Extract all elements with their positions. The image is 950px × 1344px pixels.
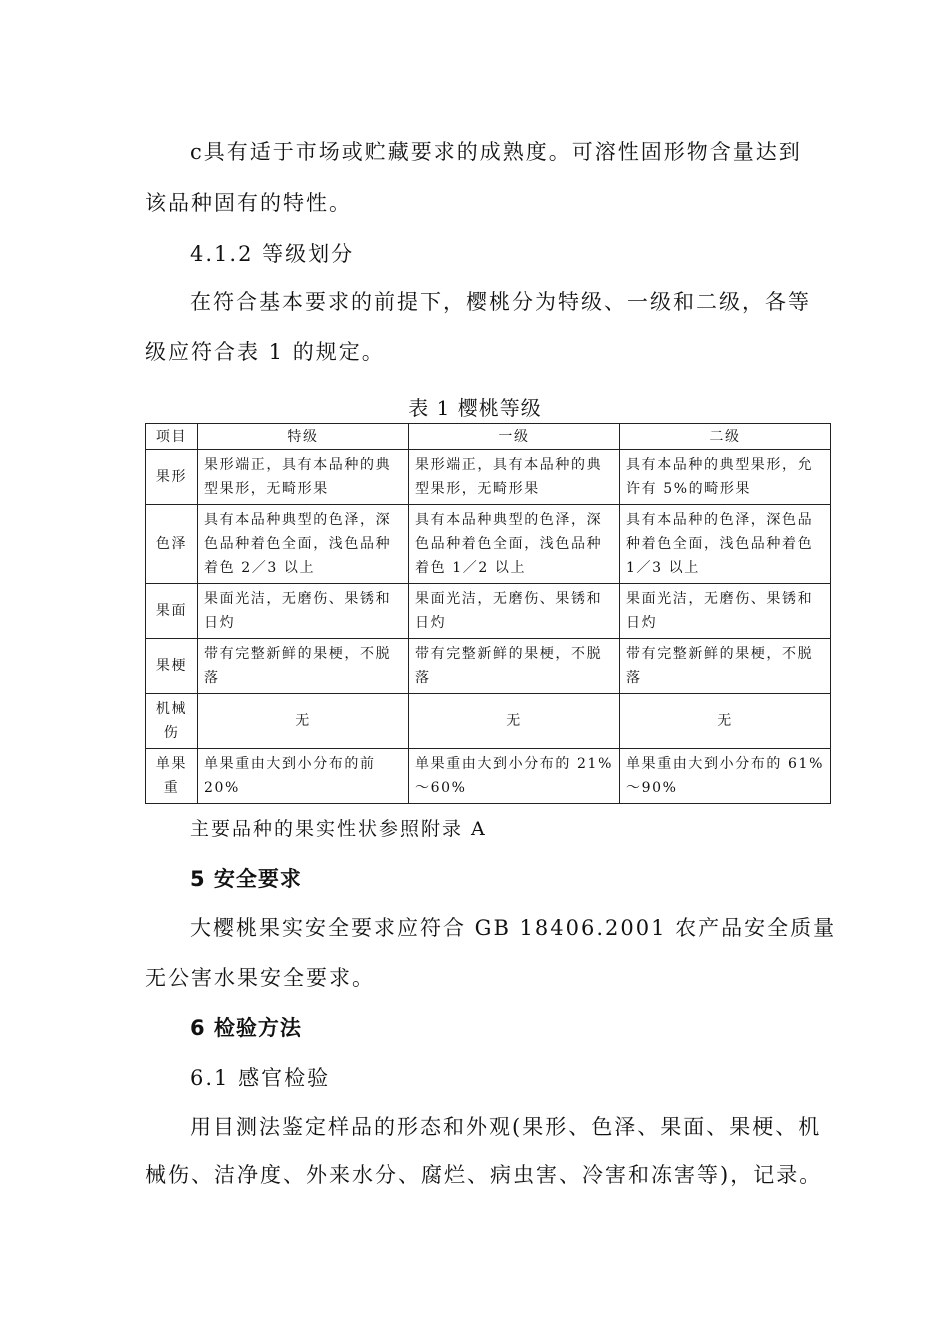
table-row — [146, 505, 831, 584]
table-row — [146, 450, 831, 505]
table-row — [146, 749, 831, 804]
row-item: 色泽 — [146, 505, 198, 584]
paragraph-line: 械伤、洁净度、外来水分、腐烂、病虫害、冷害和冻害等)，记录。 — [145, 1163, 823, 1187]
row-item: 机械伤 — [146, 694, 198, 749]
paragraph-line: 在符合基本要求的前提下，樱桃分为特级、一级和二级，各等 — [190, 290, 811, 314]
cell-special: 果面光洁，无磨伤、果锈和日灼 — [198, 584, 409, 639]
cell-special: 果形端正，具有本品种的典型果形，无畸形果 — [198, 450, 409, 505]
cell-special: 无 — [198, 694, 409, 749]
cell-second: 带有完整新鲜的果梗，不脱落 — [620, 639, 831, 694]
paragraph-line: 级应符合表 1 的规定。 — [145, 340, 385, 364]
paragraph-line: 该品种固有的特性。 — [145, 191, 352, 215]
table-header-row — [146, 424, 831, 450]
row-item: 单果重 — [146, 749, 198, 804]
cell-second: 具有本品种的色泽，深色品种着色全面，浅色品种着色 1／3 以上 — [620, 505, 831, 584]
section-heading-6-1: 6.1 感官检验 — [190, 1066, 331, 1090]
cell-first: 果形端正，具有本品种的典型果形，无畸形果 — [409, 450, 620, 505]
table-row — [146, 694, 831, 749]
section-heading-6: 6 检验方法 — [190, 1016, 302, 1040]
cell-first: 单果重由大到小分布的 21%～60% — [409, 749, 620, 804]
cell-special: 单果重由大到小分布的前 20% — [198, 749, 409, 804]
cell-special: 具有本品种典型的色泽，深色品种着色全面，浅色品种着色 2／3 以上 — [198, 505, 409, 584]
cell-first: 果面光洁，无磨伤、果锈和日灼 — [409, 584, 620, 639]
paragraph-line: 大樱桃果实安全要求应符合 GB 18406.2001 农产品安全质量 — [190, 916, 837, 940]
appendix-note: 主要品种的果实性状参照附录 A — [190, 818, 487, 840]
cell-first: 无 — [409, 694, 620, 749]
cell-second: 具有本品种的典型果形，允许有 5%的畸形果 — [620, 450, 831, 505]
section-heading-4-1-2: 4.1.2 等级划分 — [190, 242, 355, 266]
cell-second: 无 — [620, 694, 831, 749]
table-row — [146, 584, 831, 639]
paragraph-line: c具有适于市场或贮藏要求的成熟度。可溶性固形物含量达到 — [190, 140, 802, 164]
header-second-grade: 二级 — [620, 424, 831, 450]
cell-second: 果面光洁，无磨伤、果锈和日灼 — [620, 584, 831, 639]
cell-special: 带有完整新鲜的果梗，不脱落 — [198, 639, 409, 694]
cell-first: 带有完整新鲜的果梗，不脱落 — [409, 639, 620, 694]
cherry-grade-table — [145, 423, 831, 804]
paragraph-line: 用目测法鉴定样品的形态和外观(果形、色泽、果面、果梗、机 — [190, 1115, 822, 1139]
row-item: 果面 — [146, 584, 198, 639]
header-special-grade: 特级 — [198, 424, 409, 450]
row-item: 果形 — [146, 450, 198, 505]
row-item: 果梗 — [146, 639, 198, 694]
table-caption: 表 1 樱桃等级 — [408, 396, 542, 420]
header-first-grade: 一级 — [409, 424, 620, 450]
header-item: 项目 — [146, 424, 198, 450]
cell-first: 具有本品种典型的色泽，深色品种着色全面，浅色品种着色 1／2 以上 — [409, 505, 620, 584]
section-heading-5: 5 安全要求 — [190, 867, 302, 891]
cell-second: 单果重由大到小分布的 61%～90% — [620, 749, 831, 804]
paragraph-line: 无公害水果安全要求。 — [145, 966, 375, 990]
table-row — [146, 639, 831, 694]
